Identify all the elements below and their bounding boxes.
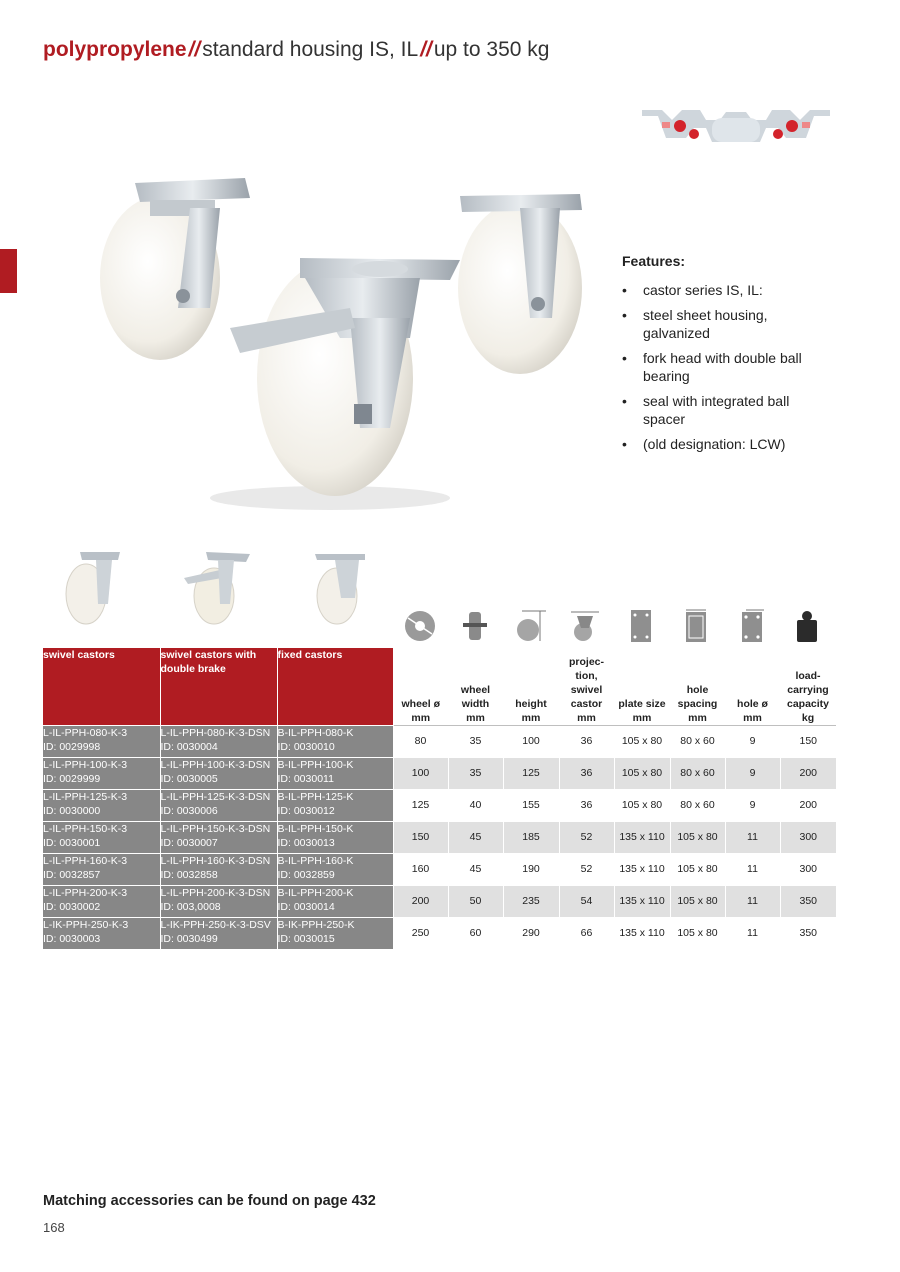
article-code: L-IL-PPH-200-K-3 <box>43 886 128 899</box>
swivel-article-cell <box>43 885 160 917</box>
page-title <box>43 38 549 62</box>
table-row <box>43 725 836 757</box>
features-heading: Features: <box>622 253 686 269</box>
features-list <box>622 281 822 453</box>
header-plate-size: plate size mm <box>618 697 666 724</box>
wheel-diameter-icon <box>402 608 438 644</box>
spec-value: 200 <box>780 789 836 821</box>
swivel-article-cell <box>43 821 160 853</box>
page-number: 168 <box>43 1220 65 1235</box>
spec-value: 125 <box>503 757 559 789</box>
spec-value: 250 <box>393 917 448 949</box>
spec-value: 135 x 110 <box>614 885 670 917</box>
article-code: B-IL-PPH-080-K <box>277 726 354 739</box>
article-id: ID: 0030002 <box>43 900 101 913</box>
spec-value: 135 x 110 <box>614 821 670 853</box>
spec-value: 80 x 60 <box>670 725 725 757</box>
plate-size-icon <box>623 608 659 644</box>
feature-item <box>622 281 822 299</box>
article-code: L-IK-PPH-250-K-3 <box>43 918 129 931</box>
spec-value: 200 <box>780 757 836 789</box>
spec-value: 9 <box>725 725 780 757</box>
brake-article-cell <box>160 757 277 789</box>
spec-value: 350 <box>780 885 836 917</box>
hole-spacing-icon <box>678 608 714 644</box>
fixed-article-cell <box>277 821 393 853</box>
feature-text: (old designation: LCW) <box>643 436 786 452</box>
spec-value: 235 <box>503 885 559 917</box>
spec-value: 11 <box>725 885 780 917</box>
article-id: ID: 0030007 <box>160 836 218 849</box>
fixed-article-cell <box>277 885 393 917</box>
header-load-capacity: load-carrying capacity kg <box>786 669 830 724</box>
brake-article-cell <box>160 725 277 757</box>
bullet: • <box>622 350 627 366</box>
article-code: L-IL-PPH-150-K-3 <box>43 822 128 835</box>
header-hole-spacing: hole spacing mm <box>677 683 718 724</box>
brake-article-cell <box>160 917 277 949</box>
swivel-article-cell <box>43 789 160 821</box>
spec-value: 100 <box>503 725 559 757</box>
spec-value: 11 <box>725 917 780 949</box>
swivel-article-cell <box>43 725 160 757</box>
spec-table-body <box>43 725 836 949</box>
article-id: ID: 0032857 <box>43 868 101 881</box>
article-id: ID: 0030011 <box>277 772 334 785</box>
spec-value: 36 <box>559 725 614 757</box>
article-code: L-IL-PPH-200-K-3-DSN <box>160 886 271 899</box>
brake-article-cell <box>160 885 277 917</box>
article-id: ID: 0030012 <box>277 804 335 817</box>
spec-value: 60 <box>448 917 503 949</box>
spec-value: 54 <box>559 885 614 917</box>
title-material: polypropylene <box>43 38 187 61</box>
article-code: B-IK-PPH-250-K <box>277 918 355 931</box>
article-id: ID: 0032859 <box>277 868 335 881</box>
header-fixed-castors: fixed castors <box>277 648 393 725</box>
spec-value: 11 <box>725 853 780 885</box>
spec-value: 105 x 80 <box>614 757 670 789</box>
spec-value: 290 <box>503 917 559 949</box>
fixed-article-cell <box>277 757 393 789</box>
article-code: L-IL-PPH-125-K-3 <box>43 790 128 803</box>
brake-article-cell <box>160 821 277 853</box>
castor-spec-table <box>43 648 836 949</box>
bullet: • <box>622 393 627 409</box>
article-code: L-IL-PPH-100-K-3-DSN <box>160 758 271 771</box>
article-code: L-IL-PPH-125-K-3-DSN <box>160 790 271 803</box>
spec-value: 125 <box>393 789 448 821</box>
article-id: ID: 0030006 <box>160 804 218 817</box>
header-swivel-castors: swivel castors <box>43 648 160 725</box>
article-id: ID: 0029998 <box>43 740 101 753</box>
article-code: L-IL-PPH-080-K-3 <box>43 726 128 739</box>
article-id: ID: 0030000 <box>43 804 101 817</box>
swivel-article-cell <box>43 853 160 885</box>
header-projection: projec-tion, swivel castor mm <box>568 655 604 724</box>
swivel-article-cell <box>43 757 160 789</box>
spec-value: 9 <box>725 757 780 789</box>
header-wheel-width: wheel width mm <box>460 683 491 724</box>
spec-value: 105 x 80 <box>670 885 725 917</box>
spec-value: 190 <box>503 853 559 885</box>
title-capacity: up to 350 kg <box>433 38 550 61</box>
spec-value: 155 <box>503 789 559 821</box>
spec-value: 40 <box>448 789 503 821</box>
brake-castor-thumbnail <box>180 548 250 628</box>
accessories-note: Matching accessories can be found on page 432 <box>43 1193 376 1209</box>
series-diagram-icon <box>636 98 836 158</box>
article-id: ID: 0030004 <box>160 740 218 753</box>
fixed-article-cell <box>277 789 393 821</box>
brake-article-cell <box>160 853 277 885</box>
spec-value: 350 <box>780 917 836 949</box>
feature-item <box>622 306 822 342</box>
table-row <box>43 853 836 885</box>
header-hole-diameter: hole ø mm <box>737 697 768 724</box>
article-code: B-IL-PPH-125-K <box>277 790 354 803</box>
article-id: ID: 0030001 <box>43 836 101 849</box>
article-code: L-IL-PPH-100-K-3 <box>43 758 128 771</box>
article-code: B-IL-PPH-160-K <box>277 854 354 867</box>
spec-value: 9 <box>725 789 780 821</box>
title-separator-2: // <box>420 38 432 61</box>
spec-value: 185 <box>503 821 559 853</box>
feature-text: seal with integrated ball spacer <box>643 393 790 427</box>
spec-value: 160 <box>393 853 448 885</box>
spec-value: 36 <box>559 757 614 789</box>
feature-item <box>622 392 822 428</box>
article-id: ID: 0029999 <box>43 772 101 785</box>
spec-value: 45 <box>448 821 503 853</box>
article-code: L-IL-PPH-150-K-3-DSN <box>160 822 271 835</box>
article-code: B-IL-PPH-200-K <box>277 886 354 899</box>
table-row <box>43 885 836 917</box>
feature-text: steel sheet housing, galvanized <box>643 307 768 341</box>
header-wheel-diameter: wheel ø mm <box>401 697 440 724</box>
spec-value: 80 <box>393 725 448 757</box>
table-row <box>43 821 836 853</box>
header-brake-castors: swivel castors with double brake <box>160 648 277 725</box>
spec-value: 52 <box>559 821 614 853</box>
spec-value: 105 x 80 <box>614 725 670 757</box>
bullet: • <box>622 282 627 298</box>
spec-value: 66 <box>559 917 614 949</box>
spec-value: 105 x 80 <box>614 789 670 821</box>
spec-value: 135 x 110 <box>614 853 670 885</box>
fixed-article-cell <box>277 917 393 949</box>
spec-value: 50 <box>448 885 503 917</box>
title-housing: standard housing IS, IL <box>202 38 419 61</box>
article-id: ID: 0030499 <box>160 932 218 945</box>
feature-item <box>622 349 822 385</box>
swivel-article-cell <box>43 917 160 949</box>
spec-value: 52 <box>559 853 614 885</box>
table-row <box>43 917 836 949</box>
feature-text: castor series IS, IL: <box>643 282 763 298</box>
spec-value: 100 <box>393 757 448 789</box>
spec-value: 150 <box>393 821 448 853</box>
projection-icon <box>567 608 603 644</box>
table-row <box>43 757 836 789</box>
spec-value: 135 x 110 <box>614 917 670 949</box>
spec-value: 300 <box>780 853 836 885</box>
swivel-castor-thumbnail <box>58 548 128 628</box>
article-id: ID: 0030005 <box>160 772 218 785</box>
spec-value: 200 <box>393 885 448 917</box>
spec-value: 150 <box>780 725 836 757</box>
spec-value: 105 x 80 <box>670 917 725 949</box>
spec-value: 105 x 80 <box>670 853 725 885</box>
feature-item <box>622 435 822 453</box>
spec-value: 35 <box>448 757 503 789</box>
spec-value: 80 x 60 <box>670 757 725 789</box>
article-id: ID: 0030003 <box>43 932 101 945</box>
article-id: ID: 0030015 <box>277 932 335 945</box>
spec-value: 80 x 60 <box>670 789 725 821</box>
castor-product-photo <box>90 168 610 518</box>
article-code: L-IK-PPH-250-K-3-DSV <box>160 918 271 931</box>
spec-value: 45 <box>448 853 503 885</box>
fixed-article-cell <box>277 725 393 757</box>
header-height: height mm <box>515 697 547 724</box>
spec-value: 300 <box>780 821 836 853</box>
article-id: ID: 0030010 <box>277 740 335 753</box>
weight-icon <box>789 608 825 644</box>
bullet: • <box>622 436 627 452</box>
article-code: B-IL-PPH-150-K <box>277 822 354 835</box>
bullet: • <box>622 307 627 323</box>
table-row <box>43 789 836 821</box>
article-id: ID: 0032858 <box>160 868 218 881</box>
article-code: L-IL-PPH-160-K-3 <box>43 854 128 867</box>
features-block <box>622 253 822 460</box>
article-id: ID: 003,0008 <box>160 900 221 913</box>
article-code: L-IL-PPH-160-K-3-DSN <box>160 854 271 867</box>
fixed-article-cell <box>277 853 393 885</box>
feature-text: fork head with double ball bearing <box>643 350 802 384</box>
spec-value: 36 <box>559 789 614 821</box>
spec-value: 105 x 80 <box>670 821 725 853</box>
article-id: ID: 0030014 <box>277 900 335 913</box>
fixed-castor-thumbnail <box>305 548 375 628</box>
hole-diameter-icon <box>734 608 770 644</box>
title-separator: // <box>188 38 201 61</box>
wheel-width-icon <box>457 608 493 644</box>
article-id: ID: 0030013 <box>277 836 335 849</box>
chapter-tab <box>0 249 17 293</box>
spec-value: 35 <box>448 725 503 757</box>
brake-article-cell <box>160 789 277 821</box>
article-code: L-IL-PPH-080-K-3-DSN <box>160 726 271 739</box>
spec-value: 11 <box>725 821 780 853</box>
article-code: B-IL-PPH-100-K <box>277 758 354 771</box>
height-icon <box>512 608 548 644</box>
